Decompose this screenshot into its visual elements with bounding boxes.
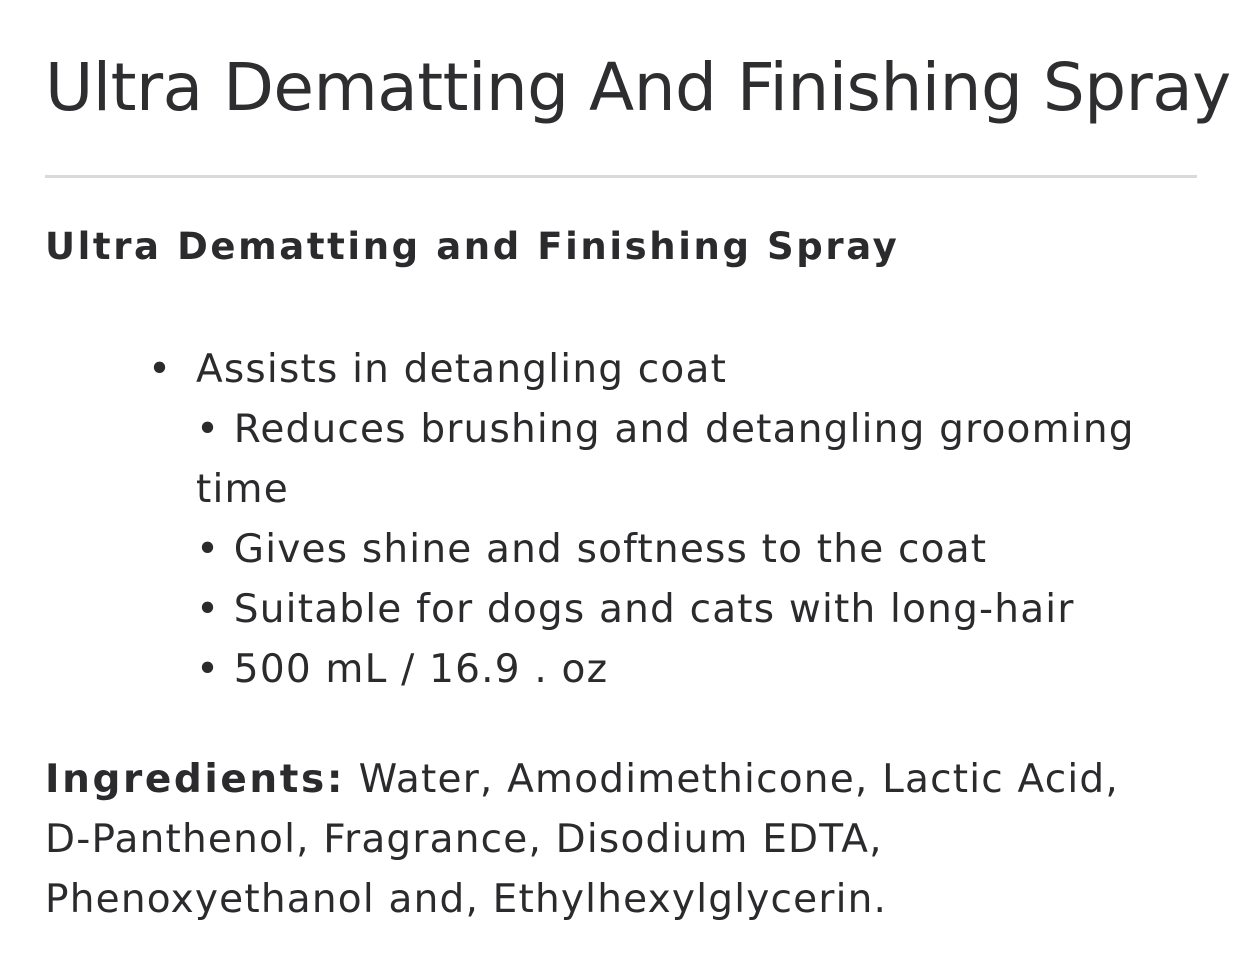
ingredients-paragraph xyxy=(45,750,1165,930)
feature-text: Assists in detangling coat xyxy=(196,347,728,392)
feature-list-item xyxy=(150,340,1150,400)
bullet-icon: • xyxy=(148,347,173,392)
title-divider xyxy=(45,175,1197,178)
feature-list xyxy=(150,340,1150,700)
ingredients-label: Ingredients: xyxy=(45,757,346,802)
product-title: Ultra Dematting And Finishing Spray xyxy=(45,49,1231,126)
ingredients-text: Water, Amodimethicone, Lactic Acid, D-Panthenol, Fragrance, Disodium EDTA, Phenoxyethanol and, Ethylhexylglycerin. xyxy=(45,757,1119,922)
product-subtitle: Ultra Dematting and Finishing Spray xyxy=(45,225,900,268)
feature-continued-lines: • Reduces brushing and detangling grooming time • Gives shine and softness to the coat • Suitable for dogs and cats with long-hair • 500 mL / 16.9 . oz xyxy=(196,407,1135,692)
